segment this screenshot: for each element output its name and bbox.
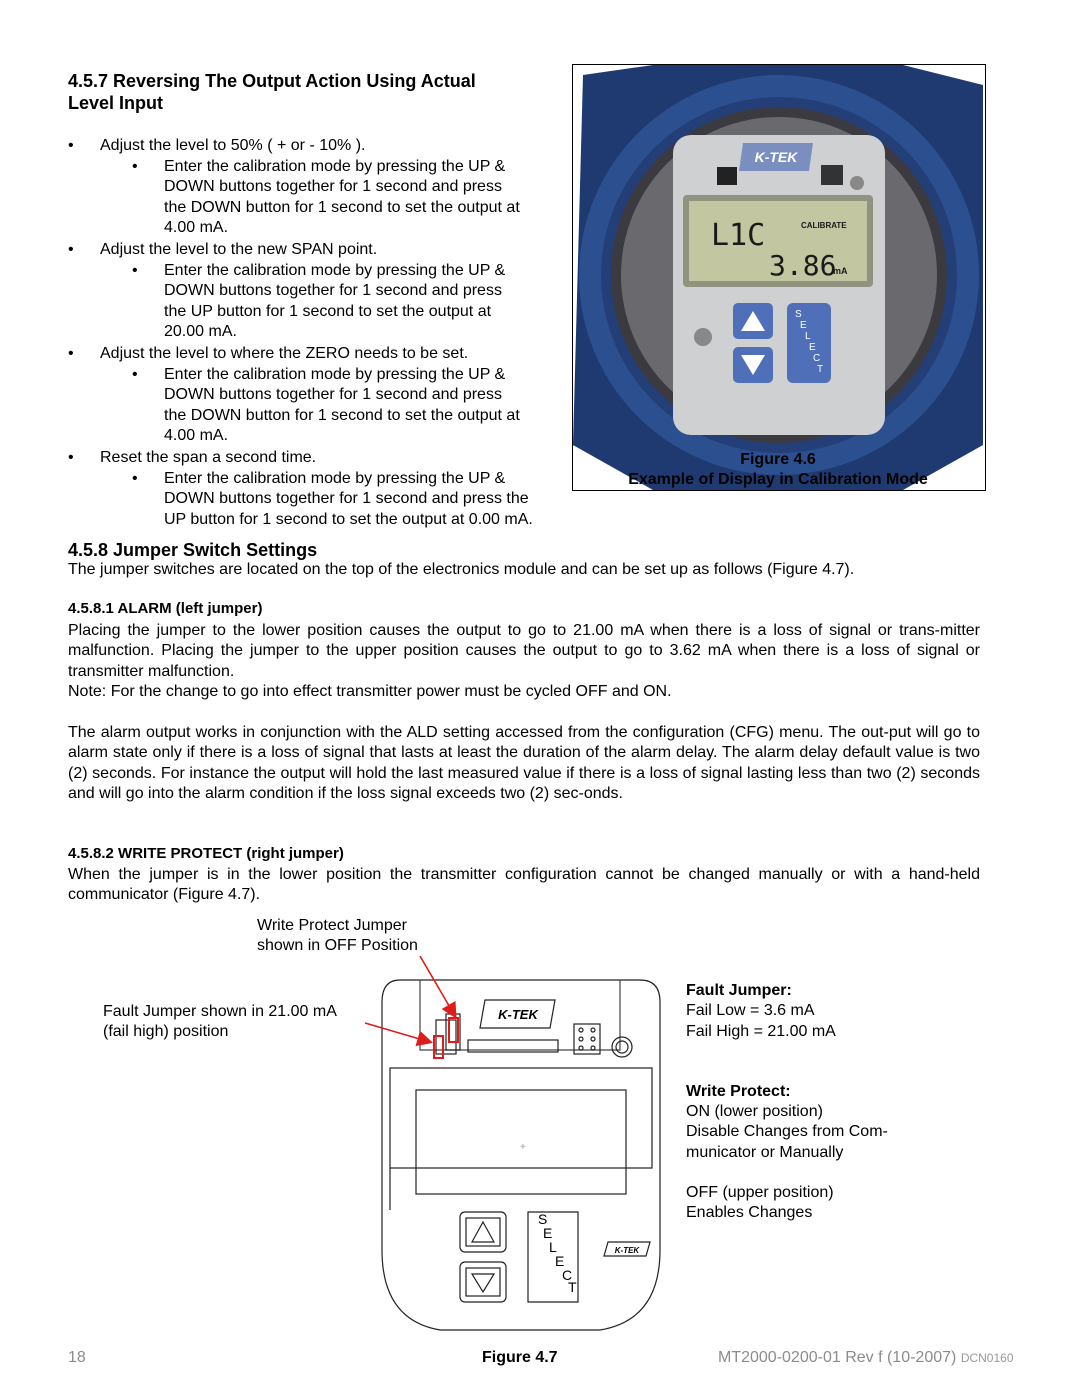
select-letter: S [538, 1211, 548, 1227]
alarm-note: Note: For the change to go into effect transmitter power must be cycled OFF and ON. [68, 683, 672, 700]
lcd-value: 3.86 [769, 249, 837, 282]
wp-title: Write Protect: [686, 1082, 791, 1100]
connector-block [821, 165, 843, 185]
lcd-unit: mA [833, 266, 848, 276]
sub-line: the DOWN button for 1 second to set the output at [164, 198, 520, 216]
sub-line: the DOWN button for 1 second to set the output at [164, 406, 520, 424]
write-protect-paragraph: When the jumper is in the lower position the transmitter configuration cannot be changed manually or with a hand-held communicator (Figure 4.7). [68, 866, 980, 904]
figure-4-6 [572, 64, 986, 491]
fault-title: Fault Jumper: [686, 982, 792, 999]
select-letter: E [800, 320, 807, 331]
select-letter: L [549, 1239, 557, 1255]
wp-label-line: Write Protect Jumper [257, 917, 407, 934]
sub-line: 4.00 mA. [164, 218, 229, 236]
wp-jumper-highlight [449, 1018, 458, 1042]
wp-off-desc: Enables Changes [686, 1204, 813, 1222]
sub-line: Enter the calibration mode by pressing the UP & [164, 262, 506, 279]
lcd-calibrate: CALIBRATE [801, 221, 847, 230]
sub-line: 20.00 mA. [164, 322, 237, 340]
brand-logo-small: K-TEK [614, 1246, 640, 1255]
sub-line: DOWN buttons together for 1 second and press [164, 178, 502, 196]
bullet-icon: • [68, 449, 74, 466]
bullet-icon: • [132, 470, 138, 487]
select-letter: C [562, 1267, 573, 1283]
sub-line: DOWN buttons together for 1 second and press the [164, 490, 529, 508]
step-1-text: Adjust the level to 50% ( + or - 10% ). [100, 137, 366, 154]
bullet-icon: • [132, 262, 138, 279]
sub-line: UP button for 1 second to set the output at 0.00 mA. [164, 510, 533, 528]
alarm-paragraph-1: Placing the jumper to the lower position causes the output to go to 21.00 mA when there is a loss of signal or trans-mitter malfunction. Placing the jumper to the upper position causes the output to go to 3.62 mA when there is a loss of signal or transmitter malfunction. [68, 622, 980, 680]
crosshair-mark: + [520, 1142, 526, 1153]
calibration-display-photo [573, 65, 985, 490]
select-letter: L [805, 331, 811, 342]
sub-line: the UP button for 1 second to set the output at [164, 302, 492, 320]
step-3-text: Adjust the level to where the ZERO needs to be set. [100, 345, 469, 362]
wp-on-desc: Disable Changes from Com- [686, 1123, 888, 1141]
fail-high: Fail High = 21.00 mA [686, 1022, 836, 1040]
screw-icon [694, 328, 712, 346]
doc-id-text: MT2000-0200-01 Rev f (10-2007) [718, 1349, 957, 1366]
bullet-icon: • [68, 241, 74, 258]
fail-low: Fail Low = 3.6 mA [686, 1002, 815, 1020]
figure-4-7-caption: Figure 4.7 [482, 1349, 558, 1366]
bullet-icon: • [132, 158, 138, 175]
doc-id [718, 1348, 1014, 1368]
bullet-icon: • [68, 345, 74, 362]
heading-line-1: 4.5.7 Reversing The Output Action Using Actual [68, 71, 476, 91]
write-protect-heading: 4.5.8.2 WRITE PROTECT (right jumper) [68, 845, 344, 862]
select-letter: T [817, 364, 824, 375]
jumper-legend [686, 981, 986, 1224]
module-line-drawing [360, 950, 670, 1340]
select-letter: C [813, 353, 821, 364]
jumper-block [717, 167, 737, 185]
brand-logo: K-TEK [498, 1007, 538, 1022]
heading-line-2: Level Input [68, 93, 164, 113]
wp-on-desc: municator or Manually [686, 1143, 844, 1161]
bullet-icon: • [132, 366, 138, 383]
brand-logo: K-TEK [754, 149, 798, 165]
sub-line: Enter the calibration mode by pressing the UP & [164, 470, 506, 487]
bullet-icon: • [68, 137, 74, 154]
lcd-line1: L1C [711, 218, 766, 253]
sub-line: Enter the calibration mode by pressing the UP & [164, 366, 506, 383]
select-letter: E [809, 342, 816, 353]
page-number: 18 [68, 1349, 86, 1366]
dcn: DCN0160 [960, 1351, 1014, 1365]
alarm-paragraph-2: The alarm output works in conjunction with the ALD setting accessed from the configuration (CFG) menu. The out-put will go to alarm state only if there is a loss of signal that lasts at least the duration of the alarm delay. The alarm delay default value is two (2) seconds. For instance the output will hold the last measured value if there is a loss of signal lasting less than two (2) seconds and will go into the alarm condition if the loss signal exceeds two (2) sec-onds. [68, 724, 980, 802]
wp-off: OFF (upper position) [686, 1184, 834, 1202]
figure-4-6-caption-1: Figure 4.6 [740, 451, 816, 468]
step-4-text: Reset the span a second time. [100, 449, 317, 466]
sub-line: Enter the calibration mode by pressing the UP & [164, 158, 506, 175]
fault-jumper-label [103, 1002, 337, 1043]
sub-line: DOWN buttons together for 1 second and press [164, 386, 502, 404]
select-letter: S [795, 309, 802, 320]
wp-on: ON (lower position) [686, 1103, 823, 1121]
sub-line: 4.00 mA. [164, 426, 229, 444]
wp-label-line: shown in OFF Position [257, 937, 418, 955]
fault-label-line: Fault Jumper shown in 21.00 mA [103, 1003, 337, 1020]
sub-line: DOWN buttons together for 1 second and press [164, 282, 502, 300]
fault-label-line: (fail high) position [103, 1023, 229, 1041]
figure-4-6-caption-2: Example of Display in Calibration Mode [628, 471, 928, 488]
jumper-intro: The jumper switches are located on the top of the electronics module and can be set up as follows (Figure 4.7). [68, 561, 855, 578]
select-letter: T [568, 1279, 577, 1295]
section-4-5-7-heading [68, 70, 476, 114]
alarm-heading: 4.5.8.1 ALARM (left jumper) [68, 600, 263, 617]
screw-icon [850, 176, 864, 190]
select-letter: E [555, 1253, 565, 1269]
section-4-5-8-heading: 4.5.8 Jumper Switch Settings [68, 540, 318, 560]
select-letter: E [543, 1225, 553, 1241]
fault-jumper-highlight [434, 1036, 443, 1058]
step-2-text: Adjust the level to the new SPAN point. [100, 241, 378, 258]
